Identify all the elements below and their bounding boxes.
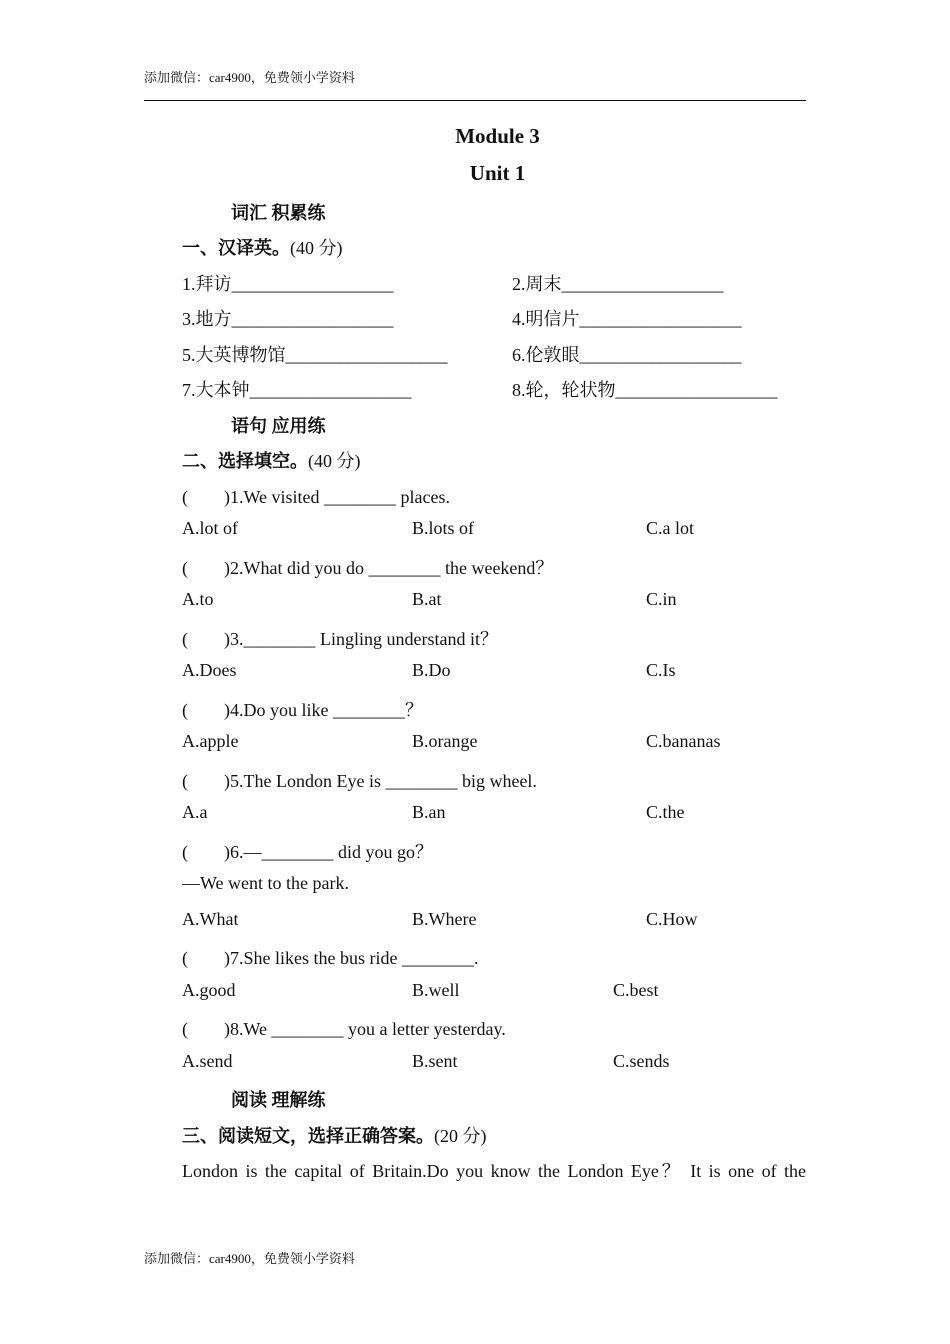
q8-option-a: A.send <box>182 1051 233 1071</box>
q4-option-c: C.bananas <box>646 731 721 751</box>
header-rule <box>144 100 806 101</box>
q7-option-a: A.good <box>182 980 236 1000</box>
q5-option-c: C.the <box>646 802 685 822</box>
reading-passage-line: London is the capital of Britain.Do you know the London Eye？ It is one of the <box>182 1161 806 1181</box>
vocab-item-8: 8.轮，轮状物__________________ <box>512 380 778 400</box>
q8-option-b: B.sent <box>412 1051 458 1071</box>
question-7: ( )7.She likes the bus ride ________. <box>182 948 479 968</box>
vocab-item-2: 2.周末__________________ <box>512 274 724 294</box>
question-6: ( )6.—________ did you go？ <box>182 842 433 862</box>
question-1: ( )1.We visited ________ places. <box>182 487 450 507</box>
vocab-item-7: 7.大本钟__________________ <box>182 380 412 400</box>
part1-heading-score: (40 分) <box>290 238 343 258</box>
q1-option-b: B.lots of <box>412 518 475 538</box>
q6-option-a: A.What <box>182 909 239 929</box>
part2-heading-score: (40 分) <box>308 451 361 471</box>
q8-option-c: C.sends <box>613 1051 670 1071</box>
q3-option-c: C.Is <box>646 660 676 680</box>
question-3: ( )3.________ Lingling understand it？ <box>182 629 498 649</box>
question-2: ( )2.What did you do ________ the weekend？ <box>182 558 554 578</box>
part3-heading <box>182 1122 487 1148</box>
part3-subheading: 阅读 理解练 <box>231 1090 326 1110</box>
q5-option-b: B.an <box>412 802 446 822</box>
q1-option-c: C.a lot <box>646 518 694 538</box>
part1-subheading: 词汇 积累练 <box>231 203 326 223</box>
part2-subheading: 语句 应用练 <box>231 416 326 436</box>
question-8: ( )8.We ________ you a letter yesterday. <box>182 1019 506 1039</box>
vocab-item-3: 3.地方__________________ <box>182 309 394 329</box>
page-footer-note: 添加微信：car4900，免费领小学资料 <box>144 1251 355 1266</box>
q1-option-a: A.lot of <box>182 518 238 538</box>
part2-heading <box>182 447 361 473</box>
q7-option-c: C.best <box>613 980 659 1000</box>
part1-heading <box>182 234 343 260</box>
q4-option-b: B.orange <box>412 731 478 751</box>
part1-heading-label: 一、汉译英。 <box>182 238 290 258</box>
module-title: Module 3 <box>455 124 540 148</box>
question-6-answer-line: —We went to the park. <box>182 873 350 893</box>
vocab-item-5: 5.大英博物馆__________________ <box>182 345 448 365</box>
q2-option-b: B.at <box>412 589 442 609</box>
part3-heading-label: 三、阅读短文，选择正确答案。 <box>182 1126 434 1146</box>
q2-option-c: C.in <box>646 589 677 609</box>
q6-option-b: B.Where <box>412 909 477 929</box>
q5-option-a: A.a <box>182 802 208 822</box>
question-4: ( )4.Do you like ________？ <box>182 700 423 720</box>
vocab-item-4: 4.明信片__________________ <box>512 309 742 329</box>
page-header-note: 添加微信：car4900，免费领小学资料 <box>144 70 355 85</box>
q2-option-a: A.to <box>182 589 214 609</box>
part2-heading-label: 二、选择填空。 <box>182 451 308 471</box>
q3-option-b: B.Do <box>412 660 451 680</box>
unit-title: Unit 1 <box>469 161 526 185</box>
q3-option-a: A.Does <box>182 660 237 680</box>
q7-option-b: B.well <box>412 980 460 1000</box>
vocab-item-6: 6.伦敦眼__________________ <box>512 345 742 365</box>
part3-heading-score: (20 分) <box>434 1126 487 1146</box>
vocab-item-1: 1.拜访__________________ <box>182 274 394 294</box>
q4-option-a: A.apple <box>182 731 239 751</box>
question-5: ( )5.The London Eye is ________ big wheel. <box>182 771 537 791</box>
q6-option-c: C.How <box>646 909 698 929</box>
